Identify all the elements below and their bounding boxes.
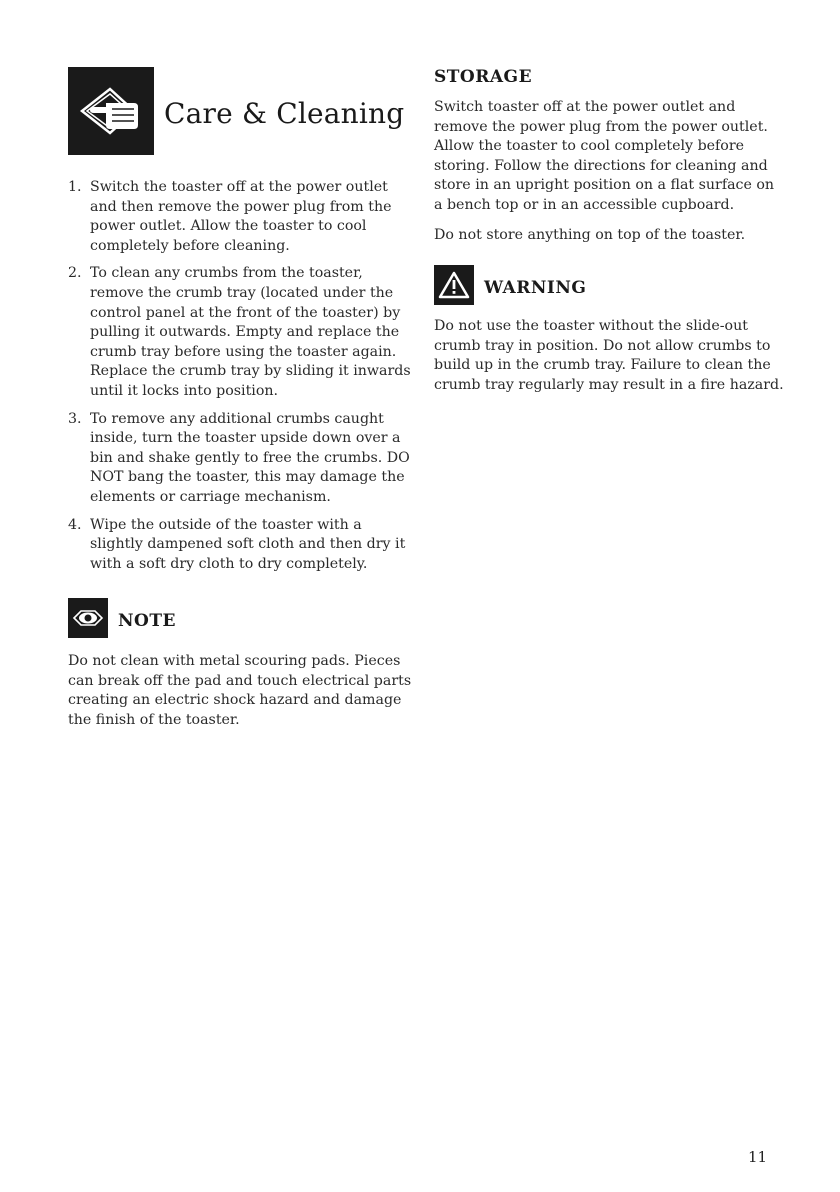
storage-heading: STORAGE	[434, 67, 533, 87]
storage-paragraph: Switch toaster off at the power outlet and remove the power plug from the power outlet. Allow the toaster to cool completely before storing. Follow the directions for cleaning and store in an upright position on a flat surface on a bench top or in an accessible cupboard.	[434, 99, 775, 213]
warning-text: Do not use the toaster without the slide-out crumb tray in position. Do not allow crumbs to build up in the crumb tray. Failure to clean the crumb tray regularly may result in a fire hazard.	[434, 318, 784, 393]
page-number: 11	[748, 1148, 768, 1166]
eye-icon	[68, 598, 108, 638]
warning-triangle-icon	[434, 265, 474, 305]
page-title: Care & Cleaning	[164, 96, 405, 130]
list-item: 1. Switch the toaster off at the power outlet and then remove the power plug from the power outlet. Allow the toaster to cool completely before cleaning.	[68, 179, 392, 254]
note-label: NOTE	[118, 611, 176, 632]
note-header	[68, 598, 413, 638]
hand-cleaning-icon	[68, 67, 154, 155]
note-text: Do not clean with metal scouring pads. Pieces can break off the pad and touch electrical parts creating an electric shock hazard and damage the finish of the toaster.	[68, 653, 412, 729]
list-item: 3. To remove any additional crumbs caught inside, turn the toaster upside down over a bin and shake gently to free the crumbs. DO NOT bang the toaster, this may damage the elements or carriage mechanism.	[68, 410, 410, 505]
storage-paragraph: Do not store anything on top of the toaster.	[434, 226, 746, 243]
right-column	[434, 66, 784, 396]
warning-header	[434, 265, 784, 305]
warning-label: WARNING	[484, 278, 587, 299]
care-header	[68, 66, 413, 156]
list-item: 4. Wipe the outside of the toaster with a slightly dampened soft cloth and then dry it with a soft dry cloth to dry completely.	[68, 516, 406, 572]
left-column	[68, 66, 413, 731]
cleaning-steps	[68, 178, 413, 574]
list-item: 2. To clean any crumbs from the toaster, remove the crumb tray (located under the control panel at the front of the toaster) by pulling it outwards. Empty and replace the crumb tray before using the toaster again. Replace the crumb tray by sliding it inwards until it locks into position.	[68, 265, 411, 399]
